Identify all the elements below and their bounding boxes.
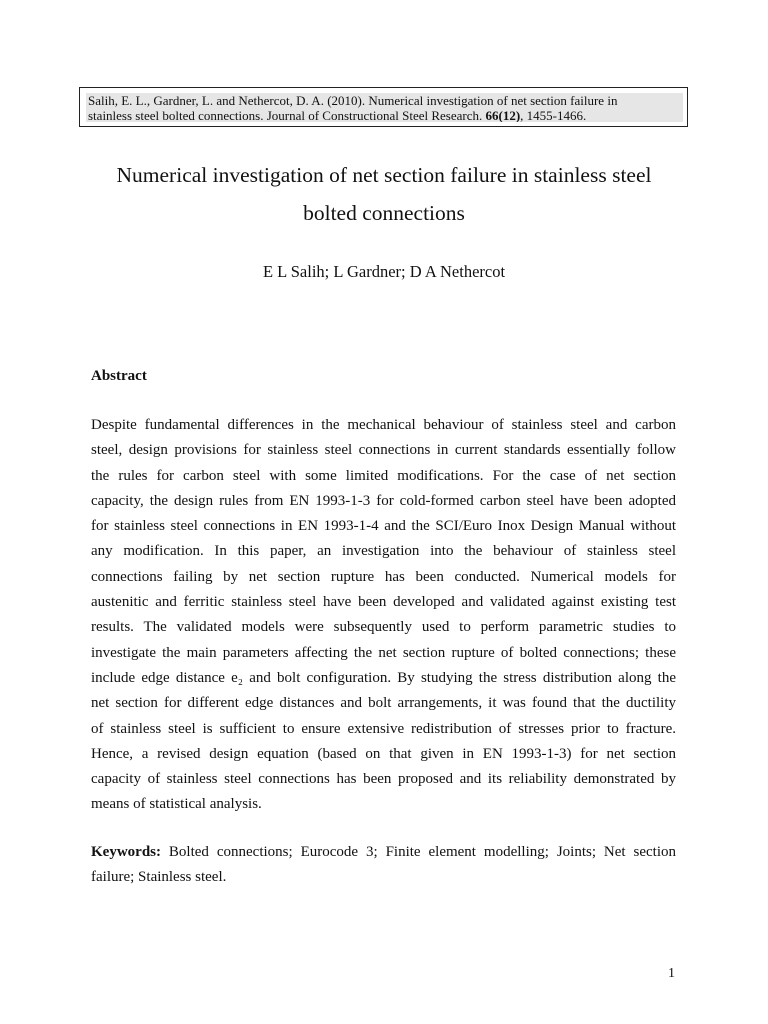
keywords-line-2: failure; Stainless steel. [91, 869, 227, 886]
abstract-line: Hence, a revised design equation (based on that given in EN 1993-1-3) for net section [91, 745, 676, 762]
abstract-line: Despite fundamental differences in the mechanical behaviour of stainless steel and carbon [91, 417, 676, 433]
citation-volume: 66(12) [485, 108, 521, 122]
abstract-line: results. The validated models were subsequently used to perform parametric studies to [91, 619, 676, 636]
paper-title-line-1: Numerical investigation of net section failure in stainless steel [116, 163, 652, 187]
abstract-body [91, 416, 676, 821]
citation-pages: , 1455-1466. [520, 108, 587, 122]
abstract-line: steel, design provisions for stainless steel connections in current standards essentially follow [91, 442, 676, 459]
abstract-line: capacity, the design rules from EN 1993-1-3 for cold-formed carbon steel have been adopted [91, 492, 676, 509]
paper-title-line-2: bolted connections [303, 201, 465, 225]
abstract-line: net section for different edge distances and bolt arrangements, it was found that the ductility [91, 695, 676, 712]
abstract-heading: Abstract [91, 368, 147, 384]
authors: E L Salih; L Gardner; D A Nethercot [262, 262, 506, 281]
citation-text [86, 93, 683, 122]
citation-line-1: Salih, E. L., Gardner, L. and Nethercot, D. A. (2010). Numerical investigation of net section failure in [88, 93, 618, 108]
page-number: 1 [668, 966, 675, 981]
abstract-line: the rules for carbon steel with some limited modifications. For the case of net section [91, 467, 676, 484]
abstract-line: include edge distance e₂ and bolt configuration. By studying the stress distribution along the [91, 669, 676, 686]
keywords-text: Bolted connections; Eurocode 3; Finite element modelling; Joints; Net section [161, 844, 676, 860]
abstract-line: for stainless steel connections in EN 1993-1-4 and the SCI/Euro Inox Design Manual without [91, 518, 676, 535]
abstract-line: connections failing by net section rupture has been conducted. Numerical models for [91, 568, 676, 585]
abstract-line: capacity of stainless steel connections has been proposed and its reliability demonstrated by [91, 771, 676, 788]
abstract-line: any modification. In this paper, an investigation into the behaviour of stainless steel [91, 543, 676, 560]
citation-box [79, 87, 688, 127]
citation-journal: stainless steel bolted connections. Journal of Constructional Steel Research. [88, 108, 486, 122]
keywords-label: Keywords: [91, 844, 161, 860]
abstract-line: of stainless steel is sufficient to ensure extensive redistribution of stresses prior to fracture. [91, 720, 676, 737]
keywords-line-1 [91, 843, 676, 868]
abstract-line: austenitic and ferritic stainless steel have been developed and validated against existing test [91, 594, 676, 611]
citation-line-2 [88, 108, 681, 122]
keywords [91, 843, 676, 894]
abstract-line: means of statistical analysis. [91, 796, 262, 813]
abstract-line: investigate the main parameters affecting the net section rupture of bolted connections; these [91, 644, 676, 661]
